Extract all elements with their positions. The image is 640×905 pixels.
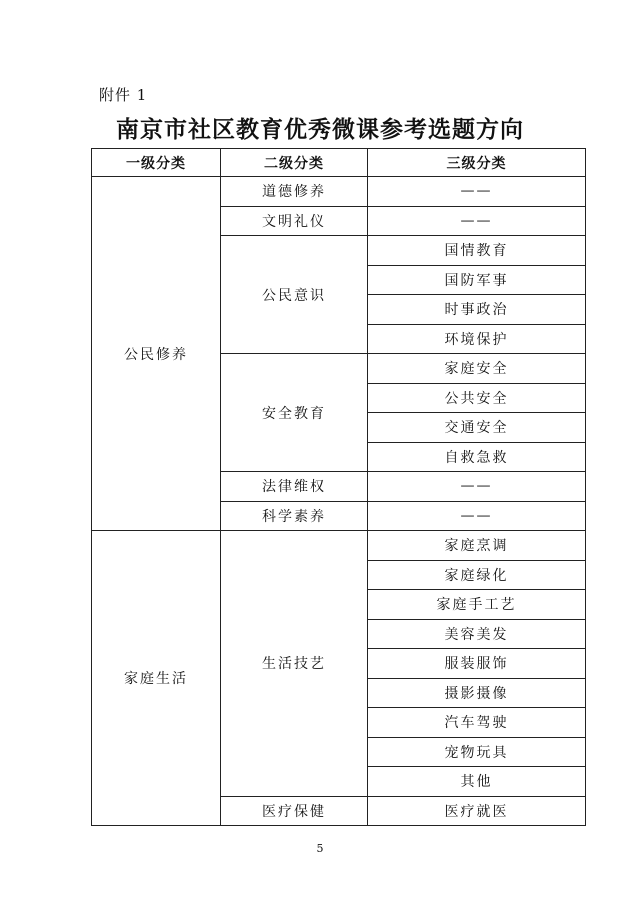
- level3-cell: ——: [368, 472, 586, 502]
- level2-cell: 道德修养: [221, 177, 368, 207]
- level3-cell: 其他: [368, 767, 586, 797]
- table-row: [92, 177, 586, 207]
- level2-cell: 文明礼仪: [221, 206, 368, 236]
- category-table: [91, 148, 586, 826]
- level2-cell: 公民意识: [221, 236, 368, 354]
- document-title: 南京市社区教育优秀微课参考选题方向: [116, 116, 524, 143]
- level3-cell: 家庭安全: [368, 354, 586, 384]
- level3-cell: 国情教育: [368, 236, 586, 266]
- level3-cell: 医疗就医: [368, 796, 586, 826]
- level3-cell: 汽车驾驶: [368, 708, 586, 738]
- level2-cell: 法律维权: [221, 472, 368, 502]
- level3-cell: 摄影摄像: [368, 678, 586, 708]
- table-row: [92, 531, 586, 561]
- level1-cell: 公民修养: [92, 177, 221, 531]
- level3-cell: 交通安全: [368, 413, 586, 443]
- level1-cell: 家庭生活: [92, 531, 221, 826]
- level3-cell: 家庭手工艺: [368, 590, 586, 620]
- page-number: 5: [316, 842, 324, 855]
- table-header-row: [92, 149, 586, 177]
- level3-cell: ——: [368, 177, 586, 207]
- level3-cell: 宠物玩具: [368, 737, 586, 767]
- level2-cell: 生活技艺: [221, 531, 368, 797]
- level3-cell: 服装服饰: [368, 649, 586, 679]
- level3-cell: 时事政治: [368, 295, 586, 325]
- level3-cell: 环境保护: [368, 324, 586, 354]
- level2-cell: 安全教育: [221, 354, 368, 472]
- level3-cell: 国防军事: [368, 265, 586, 295]
- level3-cell: 美容美发: [368, 619, 586, 649]
- header-level1: 一级分类: [92, 149, 221, 177]
- level3-cell: 公共安全: [368, 383, 586, 413]
- level3-cell: 自救急救: [368, 442, 586, 472]
- attachment-label: 附件 1: [99, 86, 148, 104]
- level3-cell: 家庭烹调: [368, 531, 586, 561]
- header-level2: 二级分类: [221, 149, 368, 177]
- level3-cell: 家庭绿化: [368, 560, 586, 590]
- table-body: [92, 177, 586, 826]
- level2-cell: 医疗保健: [221, 796, 368, 826]
- level2-cell: 科学素养: [221, 501, 368, 531]
- level3-cell: ——: [368, 206, 586, 236]
- level3-cell: ——: [368, 501, 586, 531]
- header-level3: 三级分类: [368, 149, 586, 177]
